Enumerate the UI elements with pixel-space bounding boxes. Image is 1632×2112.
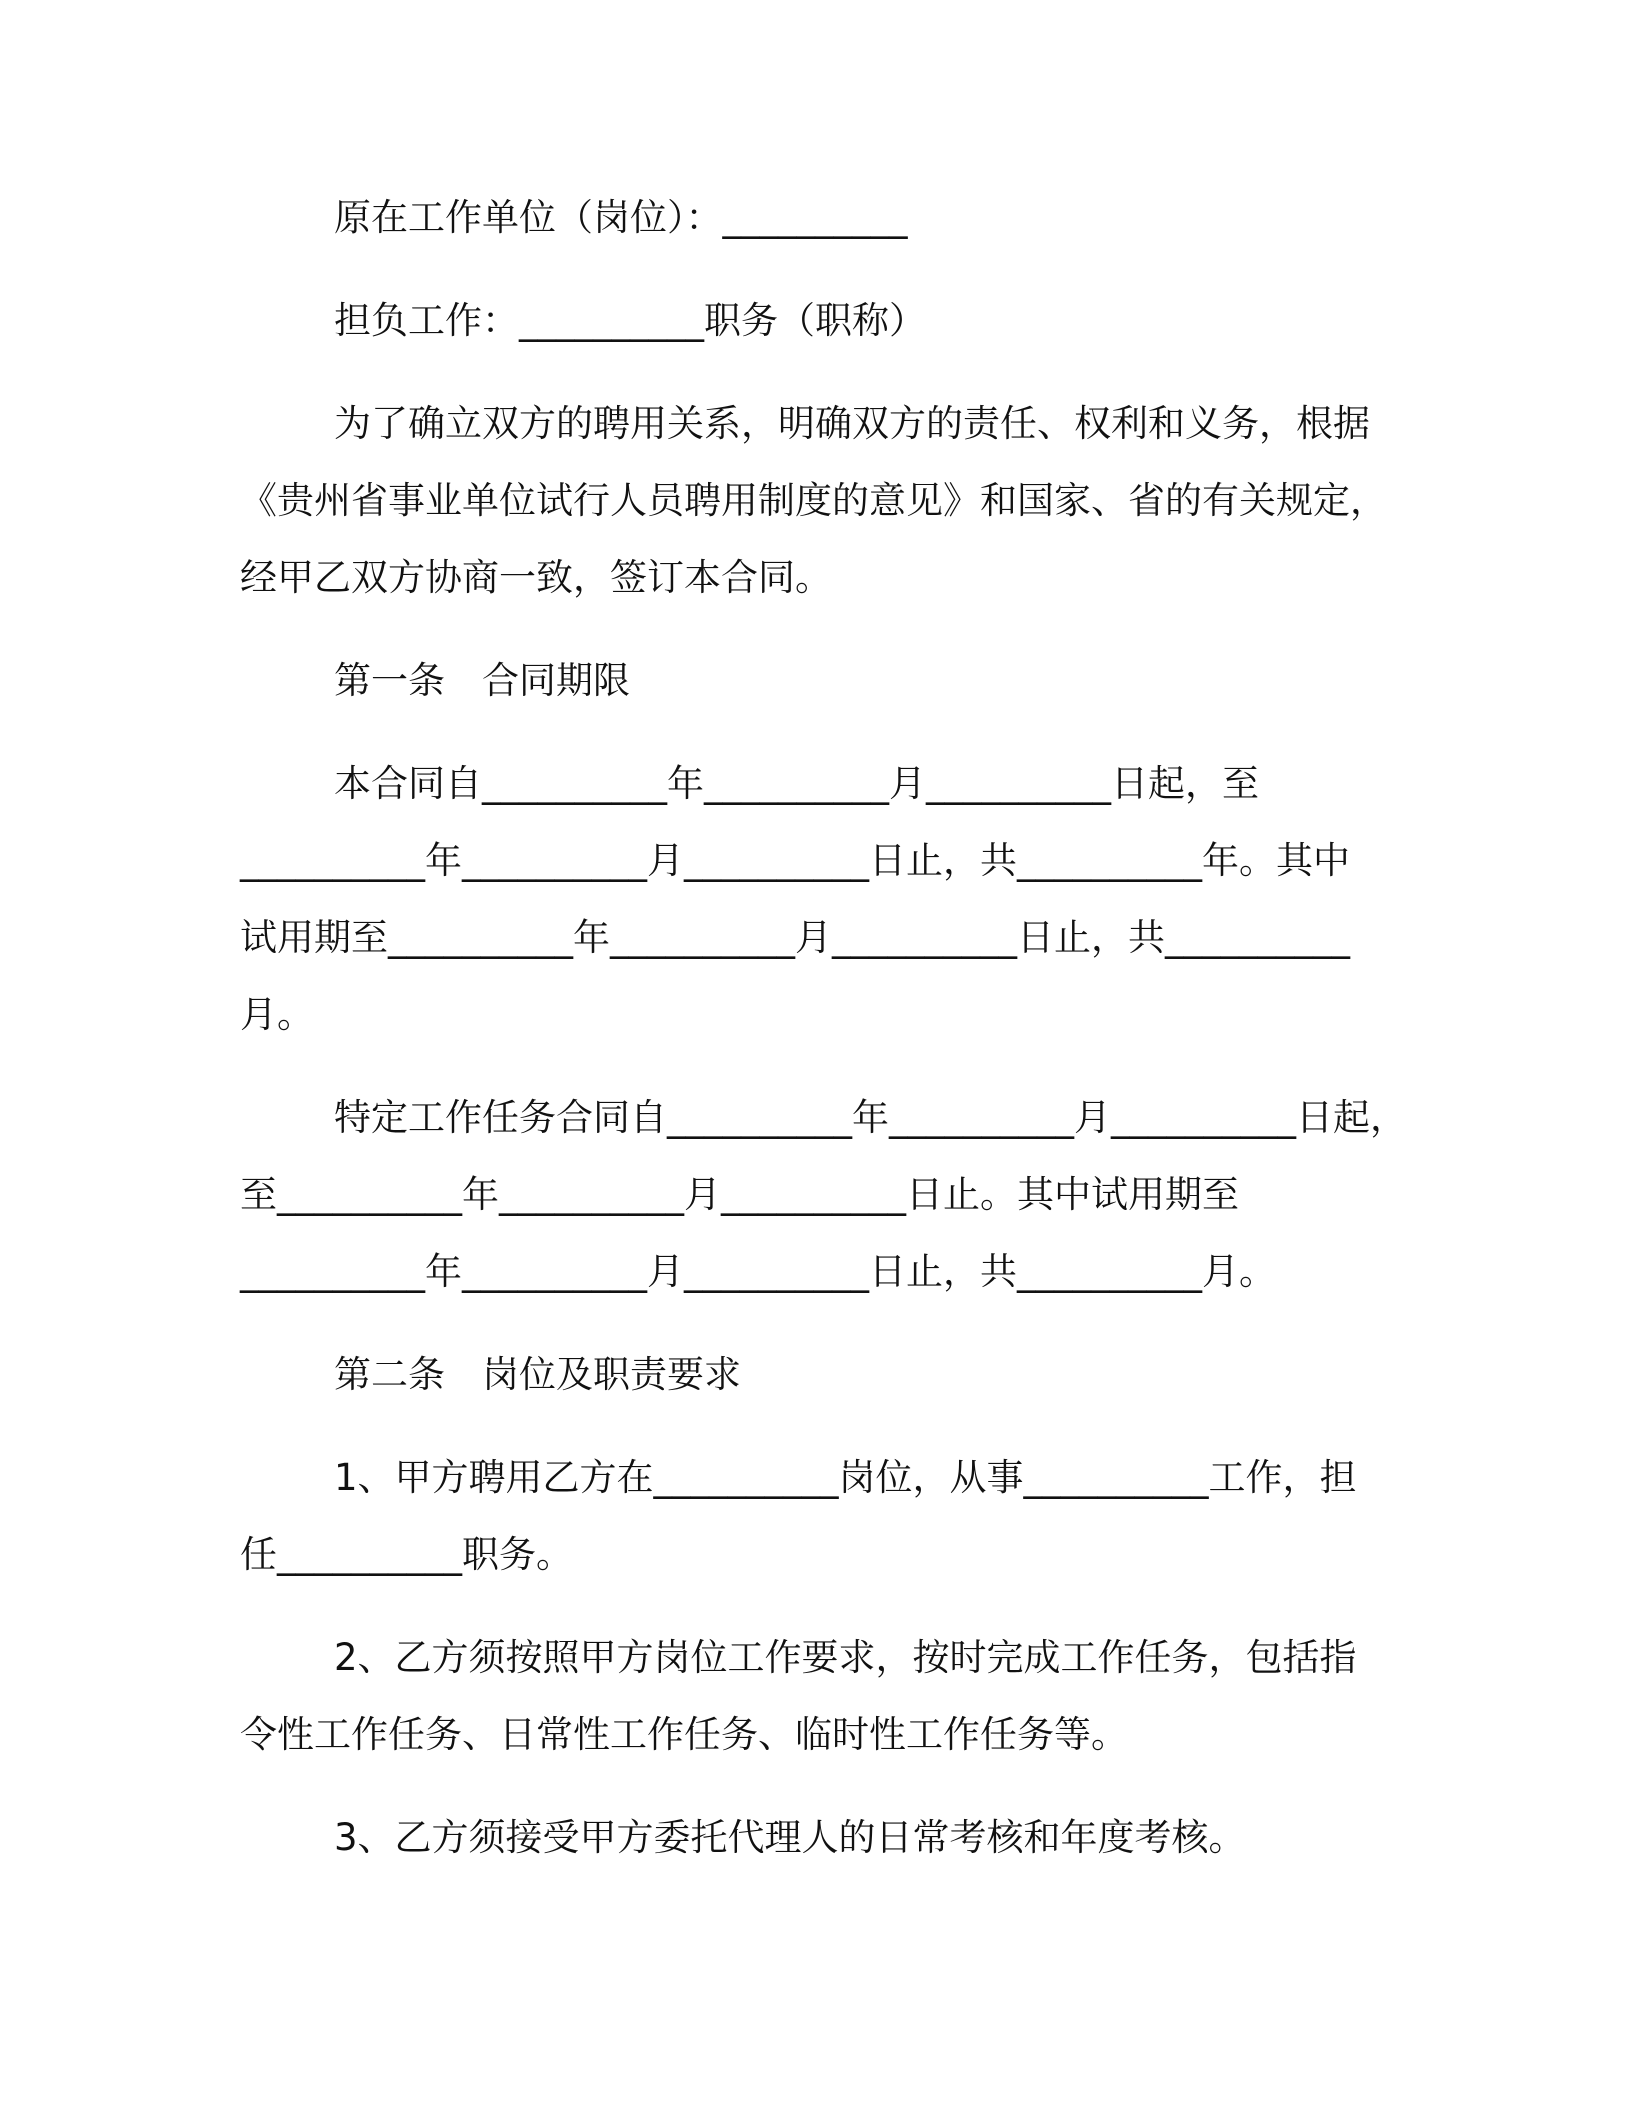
clause-1 <box>240 1439 1410 1593</box>
text-line: __________年__________月__________日止，共__________月。 <box>240 1250 1276 1293</box>
text-line: 至__________年__________月__________日止。其中试用期至 <box>240 1173 1239 1216</box>
text-line: 任__________职务。 <box>240 1533 573 1576</box>
text-line: 担负工作：__________职务（职称） <box>334 299 926 342</box>
specific-task-term-paragraph <box>240 1079 1410 1310</box>
text-line: 3、乙方须接受甲方委托代理人的日常考核和年度考核。 <box>334 1816 1246 1859</box>
text-line: __________年__________月__________日止，共__________年。其中 <box>240 839 1350 882</box>
text-line: 月。 <box>240 993 314 1036</box>
text-line: 经甲乙双方协商一致，签订本合同。 <box>240 556 832 599</box>
text-line: 令性工作任务、日常性工作任务、临时性工作任务等。 <box>240 1713 1128 1756</box>
text-line: 为了确立双方的聘用关系，明确双方的责任、权利和义务，根据 <box>334 402 1370 445</box>
text-line: 特定工作任务合同自__________年__________月__________日起， <box>334 1096 1407 1139</box>
text-line: 试用期至__________年__________月__________日止，共__________ <box>240 916 1350 959</box>
text-line: 2、乙方须按照甲方岗位工作要求，按时完成工作任务，包括指 <box>334 1636 1357 1679</box>
text-line: 第一条 合同期限 <box>334 659 630 702</box>
text-line: 原在工作单位（岗位）：__________ <box>334 196 908 239</box>
text-line: 1、甲方聘用乙方在__________岗位，从事__________工作，担 <box>334 1456 1357 1499</box>
text-line: 《贵州省事业单位试行人员聘用制度的意见》和国家、省的有关规定， <box>240 479 1387 522</box>
text-line: 第二条 岗位及职责要求 <box>334 1353 741 1396</box>
clause-2 <box>240 1619 1410 1773</box>
article-1-heading <box>240 642 1410 719</box>
text-line: 本合同自__________年__________月__________日起，至 <box>334 762 1259 805</box>
assigned-work-field <box>240 282 1410 359</box>
original-work-unit-field <box>240 179 1410 256</box>
contract-term-paragraph <box>240 745 1410 1053</box>
clause-3 <box>240 1799 1410 1876</box>
preamble-paragraph <box>240 385 1410 616</box>
article-2-heading <box>240 1336 1410 1413</box>
